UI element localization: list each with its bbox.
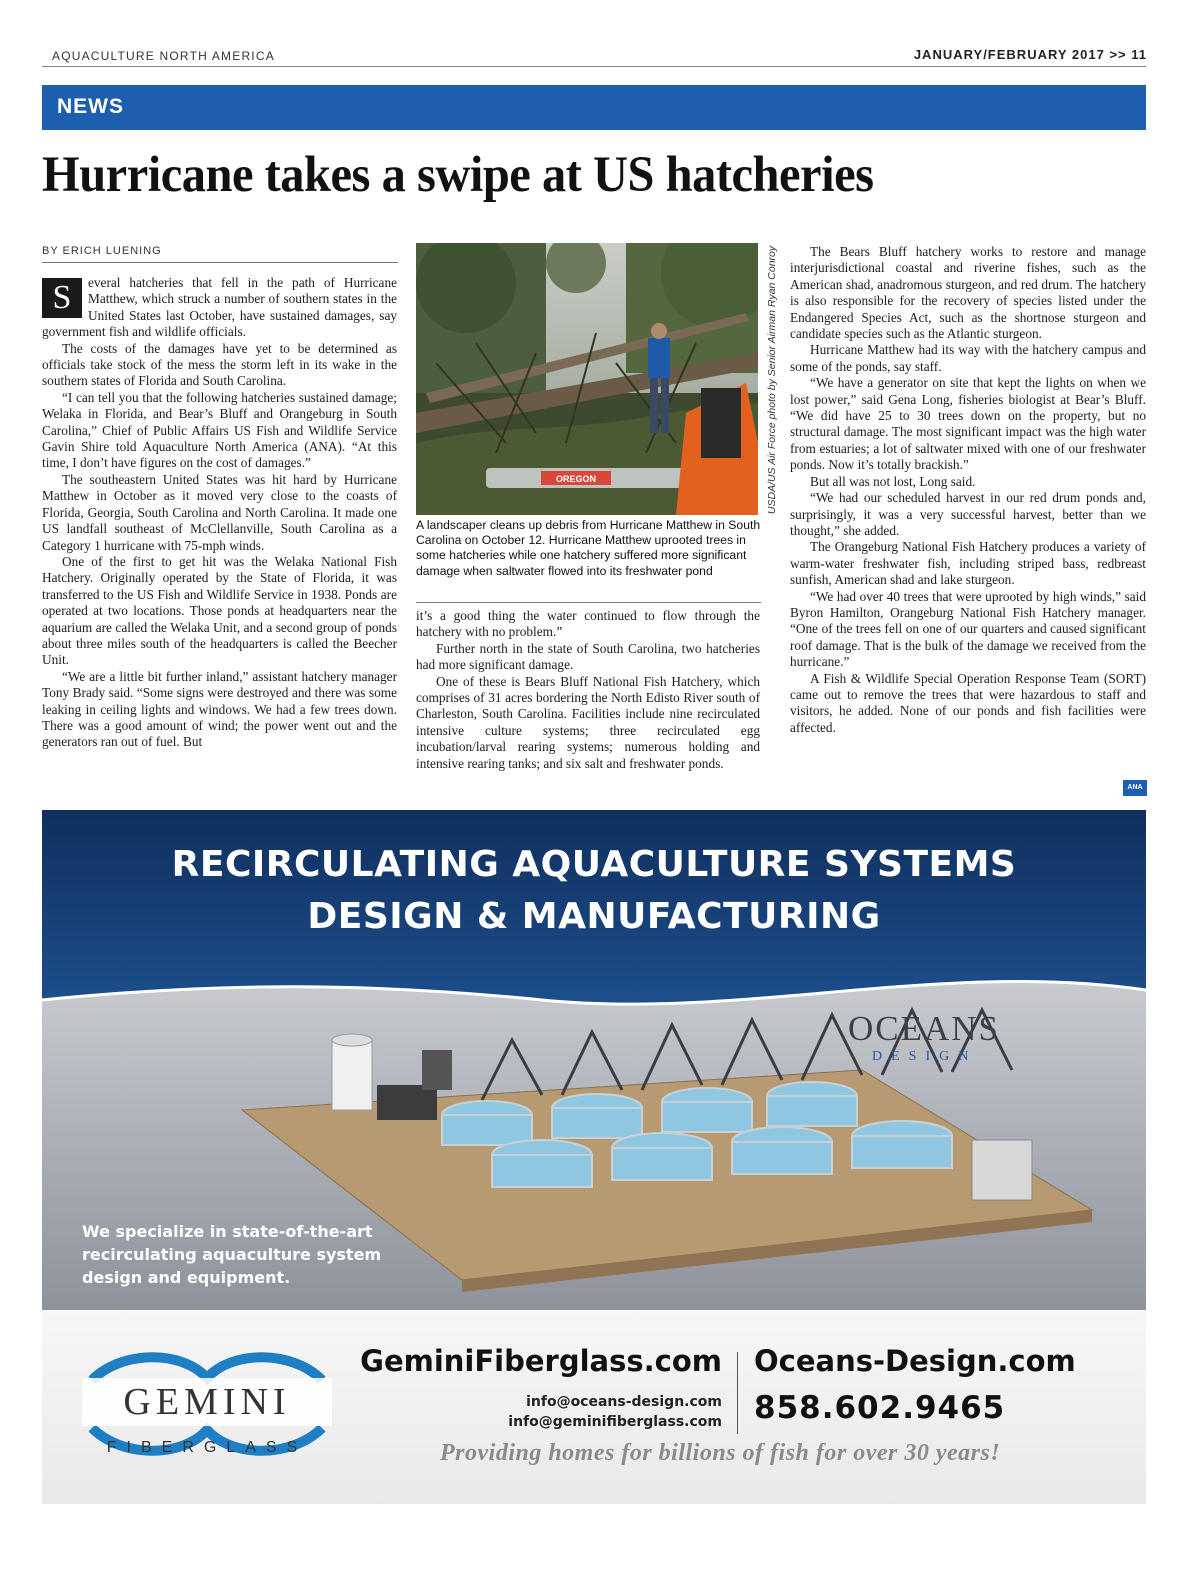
paragraph: S everal hatcheries that fell in the path of Hurricane Matthew, which struck a number of southern states in the United States last October, have sustained damages, say government fish and wildlife officials. <box>42 275 397 340</box>
article-column-3 <box>790 244 1146 736</box>
article-end-badge: ANA <box>1123 780 1147 796</box>
byline-rule <box>42 262 398 263</box>
paragraph: “We had over 40 trees that were uprooted by high winds,” said Byron Hamilton, Orangeburg National Fish Hatchery manager. “One of the trees fell on one of our quarters and caused significant roof damage. That is the bulk of the damage we received from the hurricane.” <box>790 588 1146 670</box>
article-column-1 <box>42 275 397 751</box>
article-photo <box>416 243 758 515</box>
ad-contact-strip <box>42 1310 1146 1504</box>
paragraph: One of these is Bears Bluff National Fish Hatchery, which comprises of 31 acres bordering the North Edisto River south of Charleston, South Carolina. Facilities include nine recirculated intensive culture systems; three recirculated egg incubation/larval rearing systems; numerous holding and intensive rearing tanks; and six salt and freshwater ponds. <box>416 673 760 771</box>
paragraph: The costs of the damages have yet to be determined as officials take stock of the mess the storm left in its wake in the southern states of Florida and South Carolina. <box>42 340 397 389</box>
paragraph: Further north in the state of South Carolina, two hatcheries had more significant damage. <box>416 640 760 673</box>
gemini-logo-name: GEMINI <box>123 1381 291 1423</box>
caption-rule <box>416 602 761 603</box>
paragraph: “I can tell you that the following hatcheries sustained damage; Welaka in Florida, and Bear’s Bluff and Orangeburg in South Carolina,” Chief of Public Affairs US Fish and Wildlife Service Gavin Shire told Aquaculture North America (ANA). “At this time, I don’t have figures on the cost of damages.” <box>42 389 397 471</box>
ad-slogan: Providing homes for billions of fish for over 30 years! <box>440 1440 1001 1466</box>
ad-tagline-line: design and equipment. <box>82 1268 291 1287</box>
ad-headline-line-2: DESIGN & MANUFACTURING <box>307 896 881 937</box>
article-headline: Hurricane takes a swipe at US hatcheries <box>42 147 874 203</box>
header-rule <box>42 66 1146 67</box>
oceans-email-link[interactable]: info@oceans-design.com <box>526 1394 722 1410</box>
ad-headline-line-1: RECIRCULATING AQUACULTURE SYSTEMS <box>171 844 1017 885</box>
paragraph: “We had our scheduled harvest in our red drum ponds and, surprisingly, it was a very successful harvest, better than we thought,” she added. <box>790 490 1146 538</box>
photo-sign-text: OREGON <box>555 474 597 484</box>
advertisement <box>42 810 1146 1504</box>
section-label: NEWS <box>57 95 124 118</box>
section-bar <box>42 85 1146 130</box>
oceans-logo-subword: DESIGN <box>872 1049 978 1064</box>
photo-caption: A landscaper cleans up debris from Hurricane Matthew in South Carolina on October 12. Hurricane Matthew uprooted trees in some hatcheries while one hatchery suffered more significant damage when saltwater flowed into its freshwater pond <box>416 518 761 578</box>
article-column-2 <box>416 608 760 772</box>
phone-number[interactable]: 858.602.9465 <box>754 1390 1006 1426</box>
ad-tagline-line: We specialize in state-of-the-art <box>82 1222 373 1241</box>
paragraph: The southeastern United States was hit hard by Hurricane Matthew in October as it moved very close to the coasts of Florida, Georgia, South Carolina and North Carolina. It made one US landfall southeast of McClellanville, South Carolina as a Category 1 hurricane with 75-mph winds. <box>42 471 397 553</box>
contact-divider <box>737 1352 738 1434</box>
oceans-logo-word: OCEANS <box>848 1009 1001 1048</box>
landscaper-photo-illustration <box>416 243 758 515</box>
ad-tagline <box>82 1220 381 1289</box>
publication-name: AQUACULTURE NORTH AMERICA <box>52 49 275 63</box>
issue-page-label: JANUARY/FEBRUARY 2017 >> 11 <box>913 47 1147 62</box>
gemini-website-link[interactable]: GeminiFiberglass.com <box>360 1344 722 1378</box>
ad-hero <box>42 810 1146 1310</box>
oceans-design-logo <box>848 1009 1048 1065</box>
paragraph: But all was not lost, Long said. <box>810 473 976 489</box>
gemini-logo-subname: FIBERGLASS <box>106 1439 308 1456</box>
gemini-fiberglass-logo <box>82 1350 332 1470</box>
photo-credit: USDA/US Air Force photo by Senior Airman Ryan Conroy <box>766 245 778 515</box>
paragraph: Hurricane Matthew had its way with the hatchery campus and some of the ponds, say staff. <box>790 342 1146 374</box>
byline: BY ERICH LUENING <box>42 245 162 257</box>
gemini-email-link[interactable]: info@geminifiberglass.com <box>508 1414 722 1430</box>
paragraph: “We have a generator on site that kept the lights on when we lost power,” said Gena Long, fisheries biologist at Bear’s Bluff. “We did have 25 to 30 trees down on the property, but no structural damage. The most significant impact was the high water from estuaries; a lot of saltwater mixed with one of our freshwater ponds. Now it’s totally brackish.” <box>790 375 1146 473</box>
oceans-website-link[interactable]: Oceans-Design.com <box>754 1344 1076 1378</box>
paragraph: The Orangeburg National Fish Hatchery produces a variety of warm-water freshwater fish, including striped bass, redbreast sunfish, American shad and lake sturgeon. <box>790 539 1146 588</box>
paragraph: The Bears Bluff hatchery works to restore and manage interjurisdictional coastal and riverine fishes, such as the American shad, anadromous sturgeon, and red drum. The hatchery is also responsible for the recovery of species listed under the Endangered Species Act, such as the shortnose sturgeon and candidate species such as the Atlantic sturgeon. <box>790 244 1146 342</box>
paragraph: “We are a little bit further inland,” assistant hatchery manager Tony Brady said. “Some signs were destroyed and there was some leaking in ceiling lights and windows. We had a few trees down. There was a good amount of wind; the power went out and the generators ran out of fuel. But <box>42 668 397 750</box>
ad-tagline-line: recirculating aquaculture system <box>82 1245 382 1264</box>
paragraph: One of the first to get hit was the Welaka National Fish Hatchery. Originally operated by the State of Florida, it was transferred to the US Fish and Wildlife Service in 1938. Ponds are operated at two locations. Those ponds at headquarters near the aquarium are called the Welaka Unit, and a second group of ponds about three miles south of the headquarters is called the Beecher Unit. <box>42 553 397 668</box>
paragraph: A Fish & Wildlife Special Operation Response Team (SORT) came out to remove the trees that were hazardous to staff and visitors, he added. None of our ponds and fish facilities were affected. <box>790 670 1146 735</box>
paragraph: it’s a good thing the water continued to flow through the hatchery with no problem.” <box>416 608 760 640</box>
drop-cap: S <box>42 278 82 318</box>
